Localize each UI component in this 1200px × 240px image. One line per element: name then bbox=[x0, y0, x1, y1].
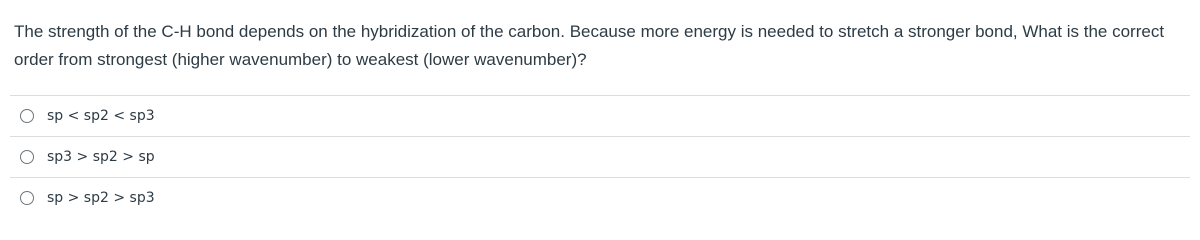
answer-option-1[interactable] bbox=[10, 95, 1190, 136]
answer-option-3[interactable] bbox=[10, 177, 1190, 218]
answer-list bbox=[10, 95, 1190, 218]
radio-button[interactable] bbox=[20, 150, 34, 164]
radio-button[interactable] bbox=[20, 109, 34, 123]
answer-option-2[interactable] bbox=[10, 136, 1190, 177]
answer-label: sp > sp2 > sp3 bbox=[47, 190, 155, 206]
answer-label: sp3 > sp2 > sp bbox=[47, 149, 155, 165]
answer-label: sp < sp2 < sp3 bbox=[47, 108, 155, 124]
radio-button[interactable] bbox=[20, 191, 34, 205]
question-text: The strength of the C-H bond depends on the hybridization of the carbon. Because more energy is needed to stretch a stronger bond, What is the correct order from strongest (higher wavenumber) to weakest (lower wavenumber)? bbox=[14, 22, 1165, 69]
